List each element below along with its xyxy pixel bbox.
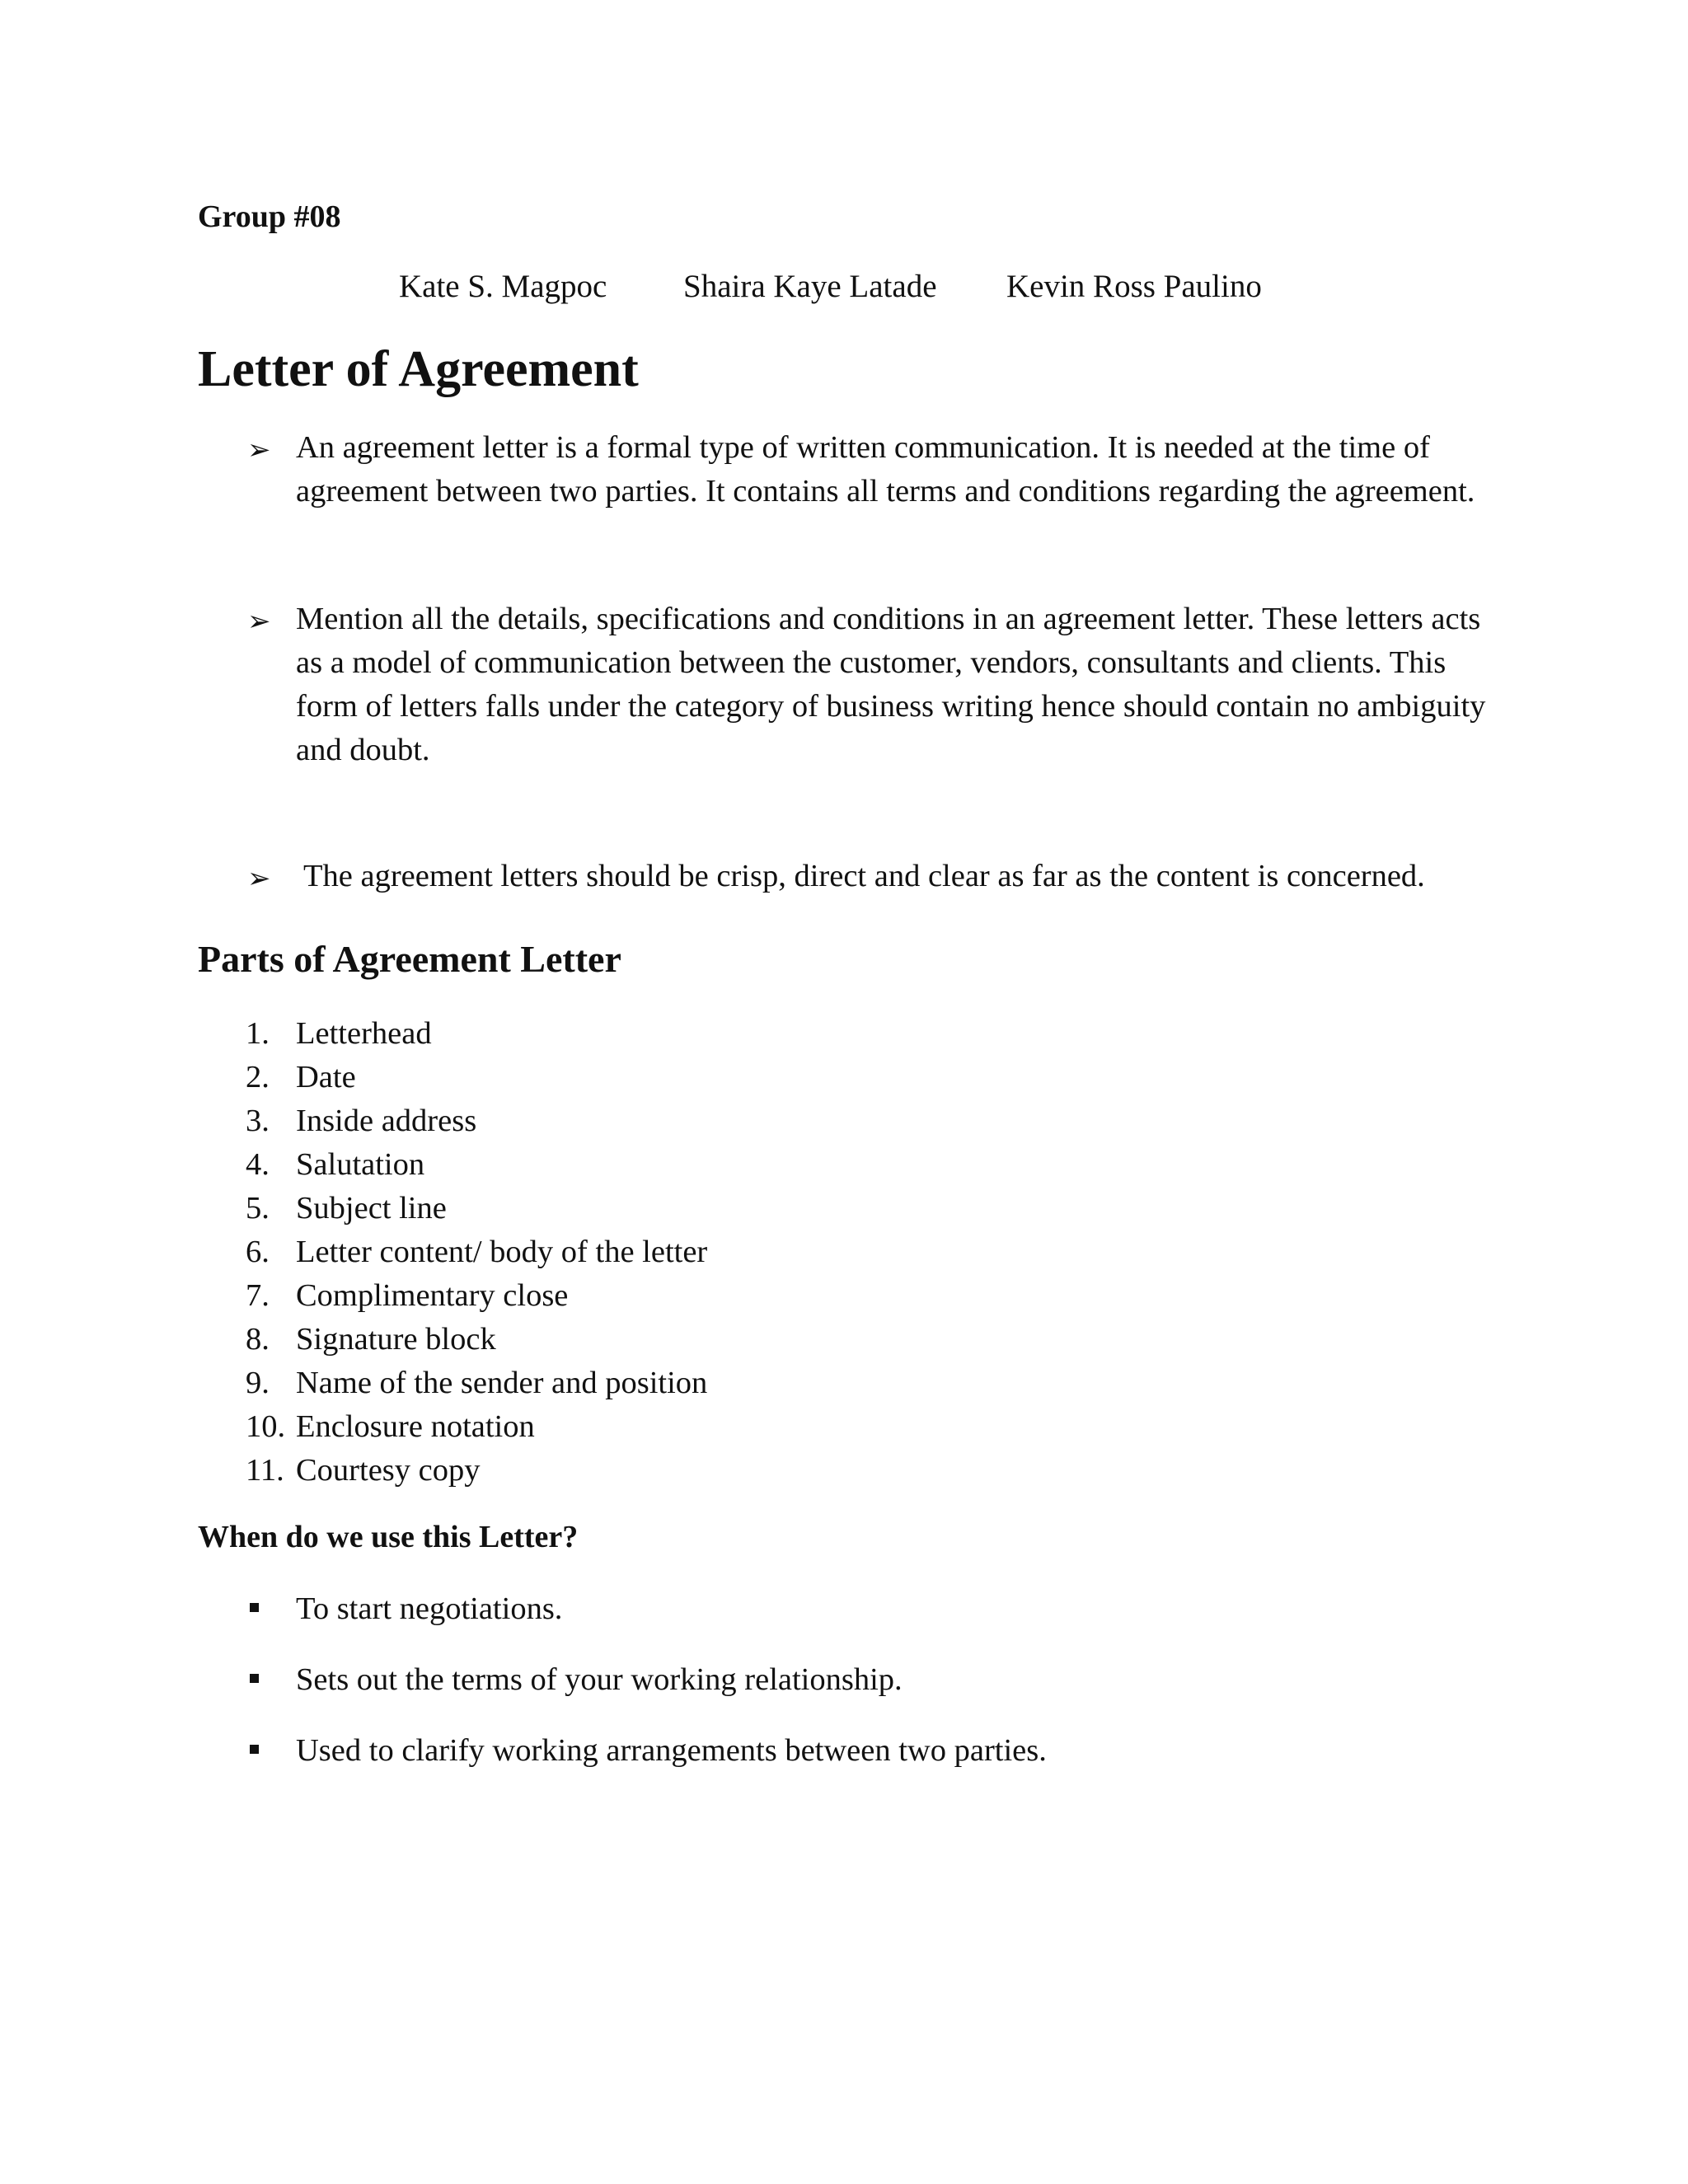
list-text: Letterhead [296, 1016, 432, 1051]
author-name: Shaira Kaye Latade [683, 269, 937, 304]
square-bullet-icon [250, 1674, 259, 1683]
author-name: Kevin Ross Paulino [1006, 269, 1262, 304]
list-text: Complimentary close [296, 1278, 569, 1313]
arrow-bullet-icon: ➢ [247, 434, 271, 466]
parts-heading: Parts of Agreement Letter [198, 938, 621, 980]
square-bullet-icon [250, 1603, 259, 1612]
list-text: Inside address [296, 1104, 477, 1138]
list-number: 4. [246, 1147, 270, 1182]
list-number: 11. [246, 1453, 284, 1488]
square-bullet-icon [250, 1745, 259, 1754]
list-number: 8. [246, 1322, 270, 1357]
list-text: Salutation [296, 1147, 425, 1182]
list-text: Subject line [296, 1191, 447, 1226]
list-number: 6. [246, 1235, 270, 1269]
list-number: 2. [246, 1060, 270, 1094]
intro-paragraph: The agreement letters should be crisp, direct and clear as far as the content is concerned. [303, 859, 1425, 893]
list-number: 5. [246, 1191, 270, 1226]
list-text: Sets out the terms of your working relationship. [296, 1662, 903, 1697]
list-number: 9. [246, 1366, 270, 1400]
list-text: Letter content/ body of the letter [296, 1235, 708, 1269]
arrow-bullet-icon: ➢ [247, 862, 271, 895]
list-text: Used to clarify working arrangements between two parties. [296, 1733, 1047, 1768]
arrow-bullet-icon: ➢ [247, 605, 271, 638]
group-label: Group #08 [198, 199, 341, 234]
list-number: 10. [246, 1409, 286, 1444]
list-text: Enclosure notation [296, 1409, 535, 1444]
document-title: Letter of Agreement [198, 341, 639, 397]
list-text: Date [296, 1060, 356, 1094]
intro-paragraph: Mention all the details, specifications and conditions in an agreement letter. These letters acts as a model of communication between the customer, vendors, consultants and clients. This form of letters falls under the category of business writing hence should contain no ambiguity and doubt. [296, 602, 1486, 767]
list-text: Signature block [296, 1322, 496, 1357]
intro-paragraph: An agreement letter is a formal type of written communication. It is needed at the time of agreement between two parties. It contains all terms and conditions regarding the agreement. [296, 430, 1475, 509]
author-name: Kate S. Magpoc [399, 269, 607, 304]
list-number: 7. [246, 1278, 270, 1313]
list-number: 3. [246, 1104, 270, 1138]
list-text: Courtesy copy [296, 1453, 481, 1488]
usage-heading: When do we use this Letter? [198, 1520, 579, 1554]
list-number: 1. [246, 1016, 270, 1051]
list-text: Name of the sender and position [296, 1366, 708, 1400]
list-text: To start negotiations. [296, 1591, 563, 1626]
